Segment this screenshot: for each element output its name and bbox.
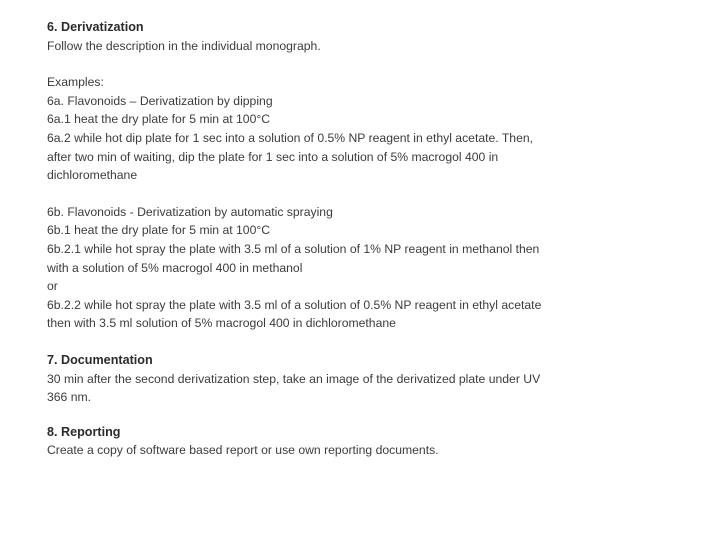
example-a-step2-line1: 6a.2 while hot dip plate for 1 sec into a solution of 0.5% NP reagent in ethyl acetate. Then, <box>47 130 534 145</box>
heading-reporting: 8. Reporting <box>47 424 121 439</box>
example-b-step22-line2: then with 3.5 ml solution of 5% macrogol 400 in dichloromethane <box>47 316 396 331</box>
example-b-or: or <box>47 279 58 294</box>
example-b-step1: 6b.1 heat the dry plate for 5 min at 100°C <box>47 223 271 238</box>
derivatization-intro: Follow the description in the individual monograph. <box>47 38 321 53</box>
document-content <box>47 18 667 460</box>
example-b-step21-line2: with a solution of 5% macrogol 400 in methanol <box>47 260 303 275</box>
heading-derivatization: 6. Derivatization <box>47 20 144 34</box>
spacer <box>47 55 667 73</box>
example-b-step22-line1: 6b.2.2 while hot spray the plate with 3.5 ml of a solution of 0.5% NP reagent in ethyl acetate <box>47 297 542 312</box>
example-a-step1: 6a.1 heat the dry plate for 5 min at 100°C <box>47 112 271 127</box>
example-a-step2-line3: dichloromethane <box>47 168 138 183</box>
example-b-title: 6b. Flavonoids - Derivatization by automatic spraying <box>47 204 333 219</box>
section-reporting <box>47 423 667 460</box>
reporting-line1: Create a copy of software based report or use own reporting documents. <box>47 443 439 458</box>
example-a-step2-line2: after two min of waiting, dip the plate for 1 sec into a solution of 5% macrogol 400 in <box>47 149 499 164</box>
heading-documentation: 7. Documentation <box>47 352 153 367</box>
spacer <box>47 407 667 423</box>
example-b-step21-line1: 6b.2.1 while hot spray the plate with 3.5 ml of a solution of 1% NP reagent in methanol then <box>47 241 540 256</box>
examples-label: Examples: <box>47 75 104 90</box>
example-a-title: 6a. Flavonoids – Derivatization by dipping <box>47 93 273 108</box>
spacer <box>47 333 667 351</box>
section-documentation <box>47 351 667 407</box>
documentation-line2: 366 nm. <box>47 390 92 405</box>
spacer <box>47 185 667 203</box>
section-derivatization <box>47 18 667 333</box>
documentation-line1: 30 min after the second derivatization step, take an image of the derivatized plate under UV <box>47 371 541 386</box>
